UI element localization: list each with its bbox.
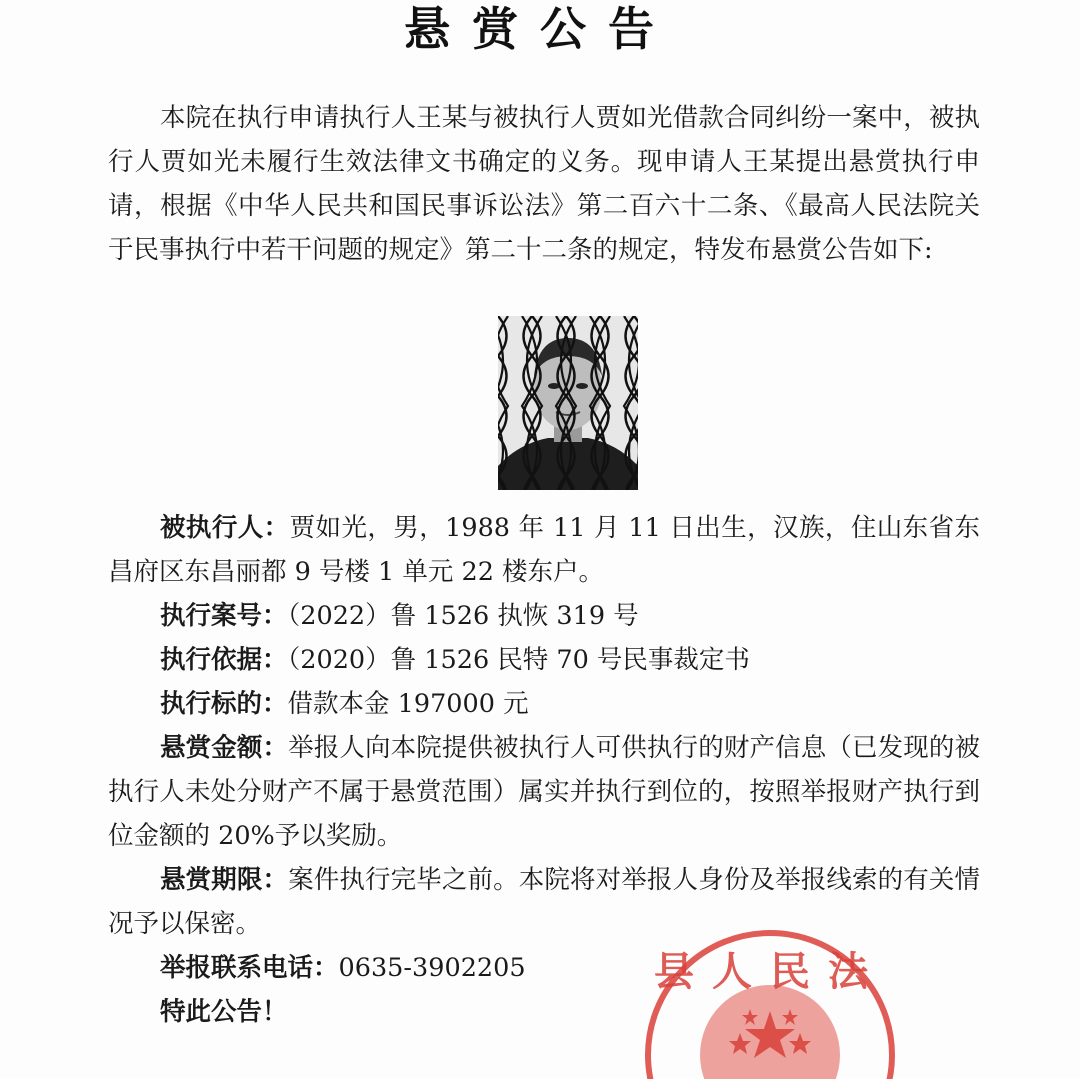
photo-illustration [498,316,638,490]
person-photo [498,316,638,490]
field-respondent: 被执行人：贾如光，男，1988 年 11 月 11 日出生，汉族，住山东省东昌府区东昌丽都 9 号楼 1 单元 22 楼东户。 [108,513,980,587]
field-case-number: 执行案号：（2022）鲁 1526 执恢 319 号 [160,601,639,631]
intro-paragraph: 本院在执行申请执行人王某与被执行人贾如光借款合同纠纷一案中，被执行人贾如光未履行生效法律文书确定的义务。现申请人王某提出悬赏执行申请，根据《中华人民共和国民事诉讼法》第二百六十二条、《最高人民法院关于民事执行中若干问题的规定》第二十二条的规定，特发布悬赏公告如下: [108,103,980,265]
field-subject: 执行标的：借款本金 197000 元 [160,689,529,719]
field-reward-period: 悬赏期限：案件执行完毕之前。本院将对举报人身份及举报线索的有关情况予以保密。 [108,865,980,939]
court-seal [640,925,900,1079]
field-phone: 举报联系电话：0635-3902205 [160,953,526,983]
closing-line: 特此公告！ [160,997,288,1027]
field-reward-amount: 悬赏金额：举报人向本院提供被执行人可供执行的财产信息（已发现的被执行人未处分财产不属于悬赏范围）属实并执行到位的，按照举报财产执行到位金额的 20%予以奖励。 [108,733,980,851]
seal-text: 县人民法 [654,948,886,995]
field-basis: 执行依据：（2020）鲁 1526 民特 70 号民事裁定书 [160,645,750,675]
seal-stamp-icon [640,925,900,1079]
document-title: 悬赏公告 [404,2,676,56]
